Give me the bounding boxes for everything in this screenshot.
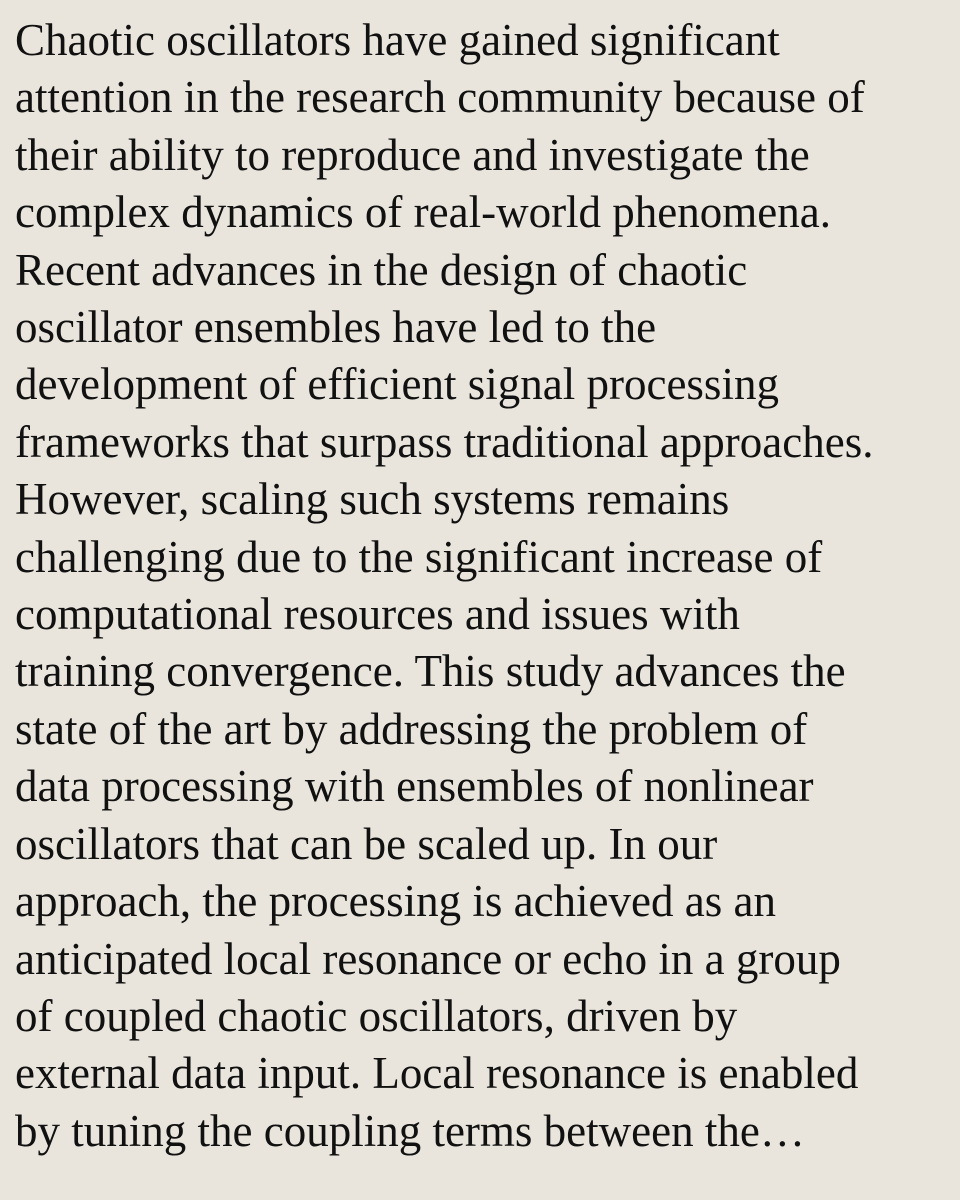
text-line-6: oscillator ensembles have led to the: [15, 302, 657, 353]
text-line-11: computational resources and issues with: [15, 589, 740, 640]
text-line-3: their ability to reproduce and investigate the: [15, 129, 810, 180]
text-line-16: approach, the processing is achieved as an: [15, 876, 776, 927]
abstract-text: [15, 12, 950, 1160]
text-line-4: complex dynamics of real-world phenomena.: [15, 187, 831, 238]
text-line-19: external data input. Local resonance is enabled: [15, 1048, 859, 1099]
text-line-9: However, scaling such systems remains: [15, 474, 730, 525]
text-line-5: Recent advances in the design of chaotic: [15, 244, 748, 295]
text-line-12: training convergence. This study advances the: [15, 646, 846, 697]
text-line-18: of coupled chaotic oscillators, driven by: [15, 990, 738, 1041]
text-line-17: anticipated local resonance or echo in a group: [15, 933, 841, 984]
text-line-13: state of the art by addressing the problem of: [15, 703, 808, 754]
text-line-10: challenging due to the significant increase of: [15, 531, 823, 582]
text-line-8: frameworks that surpass traditional approaches.: [15, 416, 874, 467]
text-line-20: by tuning the coupling terms between the…: [15, 1105, 805, 1156]
text-line-2: attention in the research community because of: [15, 72, 865, 123]
text-line-1: Chaotic oscillators have gained significant: [15, 15, 780, 65]
text-line-14: data processing with ensembles of nonlinear: [15, 761, 814, 812]
text-line-7: development of efficient signal processing: [15, 359, 779, 410]
text-line-15: oscillators that can be scaled up. In our: [15, 818, 718, 869]
